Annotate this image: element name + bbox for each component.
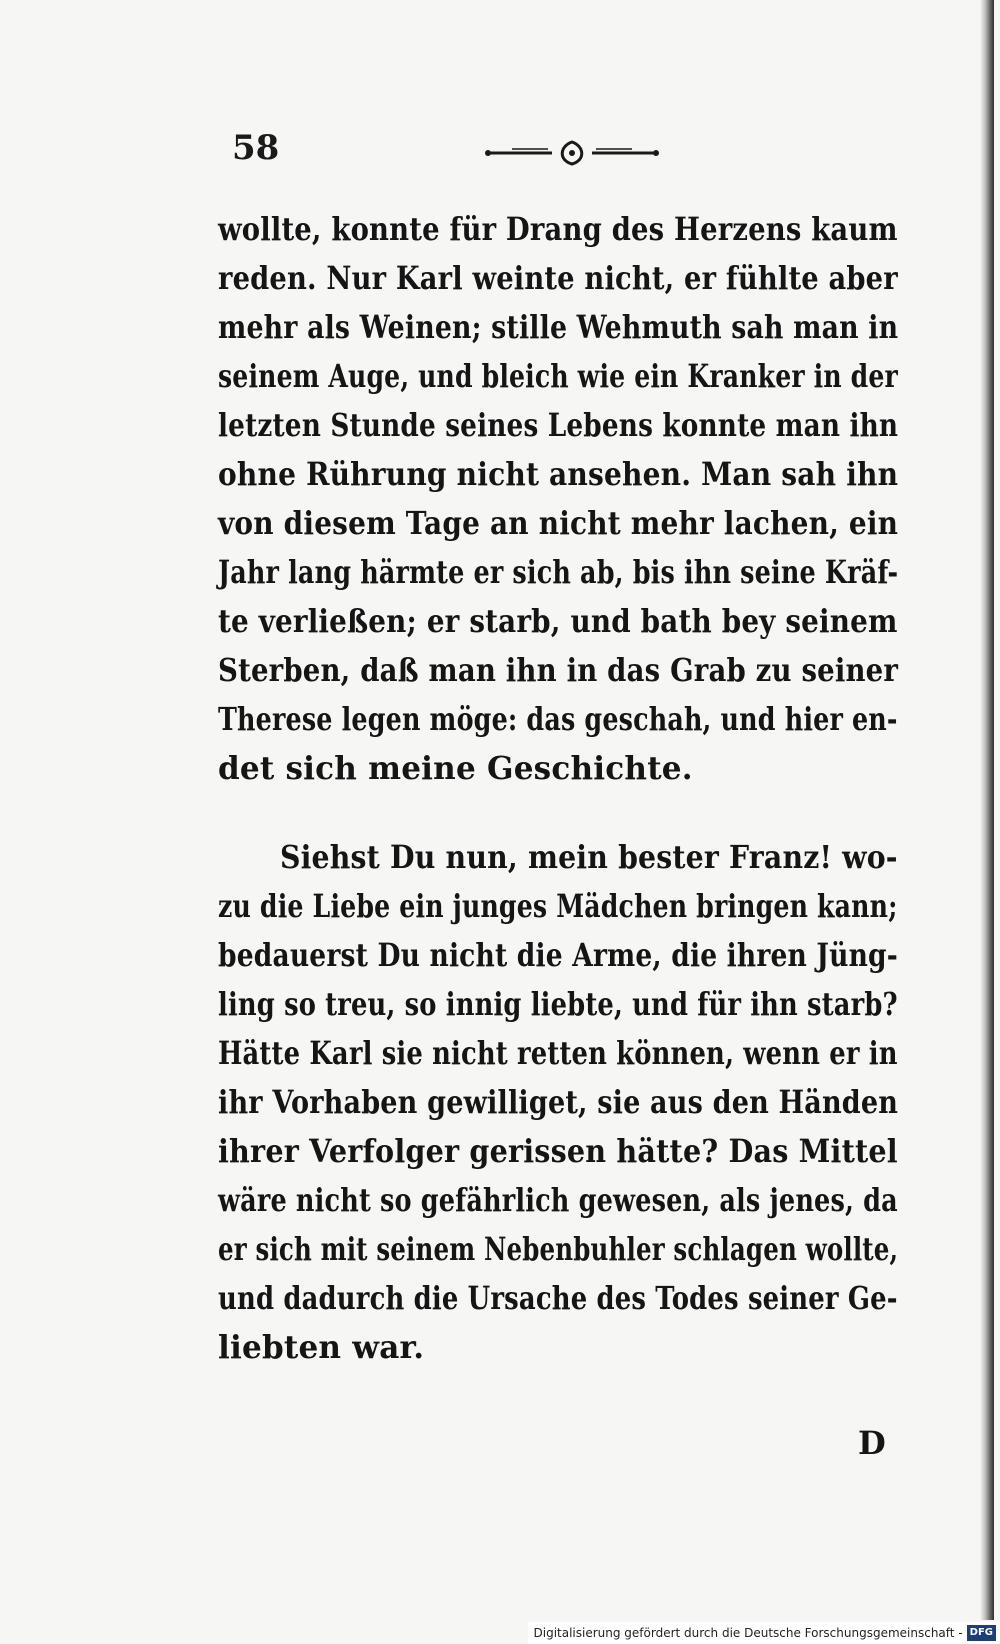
text-line: ohne Rührung nicht ansehen. Man sah ihn bbox=[218, 455, 899, 493]
page-spine-shadow bbox=[980, 0, 994, 1620]
text-line: bedauerst Du nicht die Arme, die ihren Jüng- bbox=[218, 936, 898, 974]
text-line: Sterben, daß man ihn in das Grab zu seiner bbox=[218, 651, 899, 689]
header-ornament bbox=[482, 140, 662, 166]
text-line: ihrer Verfolger gerissen hätte? Das Mittel bbox=[218, 1132, 898, 1170]
footer-bar bbox=[528, 1622, 1000, 1644]
text-line: Therese legen möge: das geschah, und hier en- bbox=[218, 700, 898, 738]
text-line: Hätte Karl sie nicht retten können, wenn er in bbox=[218, 1034, 898, 1072]
body-text bbox=[218, 205, 918, 1372]
text-line: wollte, konnte für Drang des Herzens kaum bbox=[218, 210, 898, 248]
text-line: mehr als Weinen; stille Wehmuth sah man in bbox=[218, 308, 899, 346]
text-line: Siehst Du nun, mein bester Franz! wo- bbox=[279, 838, 898, 876]
text-line: reden. Nur Karl weinte nicht, er fühlte aber bbox=[218, 259, 898, 297]
text-line: te verließen; er starb, und bath bey seinem bbox=[218, 602, 898, 640]
text-line: wäre nicht so gefährlich gewesen, als jenes, da bbox=[218, 1181, 898, 1219]
funding-notice: Digitalisierung gefördert durch die Deutsche Forschungsgemeinschaft - bbox=[533, 1626, 963, 1640]
dfg-logo-icon: DFG bbox=[967, 1625, 996, 1641]
text-line: er sich mit seinem Nebenbuhler schlagen wollte, bbox=[218, 1230, 899, 1268]
text-line: Jahr lang härmte er sich ab, bis ihn seine Kräf- bbox=[218, 553, 899, 591]
text-line: det sich meine Geschichte. bbox=[218, 749, 693, 787]
text-line: ihr Vorhaben gewilliget, sie aus den Händen bbox=[218, 1083, 899, 1121]
paragraph-2 bbox=[218, 833, 918, 1372]
text-line: von diesem Tage an nicht mehr lachen, ein bbox=[218, 504, 899, 542]
text-line: letzten Stunde seines Lebens konnte man ihn bbox=[218, 406, 899, 444]
text-line: und dadurch die Ursache des Todes seiner Ge- bbox=[218, 1279, 898, 1317]
page-number: 58 bbox=[232, 128, 280, 168]
text-line: liebten war. bbox=[218, 1328, 425, 1366]
page-header bbox=[232, 128, 912, 178]
text-line: ling so treu, so innig liebte, und für ihn starb? bbox=[218, 985, 898, 1023]
text-line: zu die Liebe ein junges Mädchen bringen kann; bbox=[218, 887, 898, 925]
paragraph-1 bbox=[218, 205, 918, 793]
paragraph-gap bbox=[218, 793, 918, 833]
catchword: D bbox=[858, 1424, 886, 1462]
text-line: seinem Auge, und bleich wie ein Kranker in der bbox=[218, 357, 898, 395]
